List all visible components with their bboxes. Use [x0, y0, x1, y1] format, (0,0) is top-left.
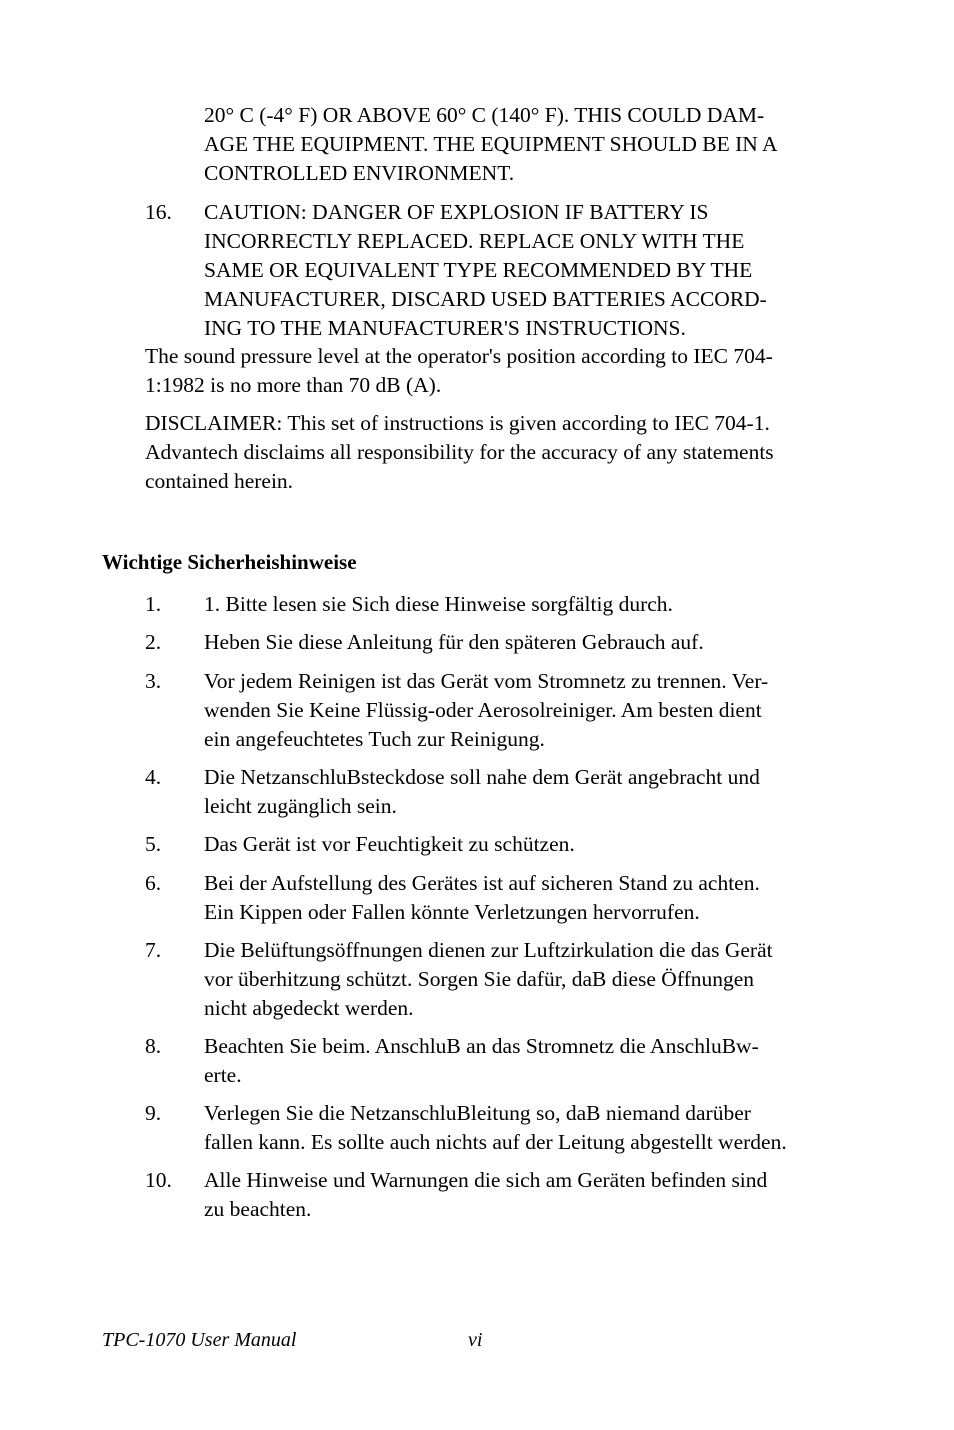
text-line: Bei der Aufstellung des Gerätes ist auf sicheren Stand zu achten.: [204, 871, 760, 895]
list-item-text: [204, 763, 874, 821]
text-line: Das Gerät ist vor Feuchtigkeit zu schützen.: [204, 832, 575, 856]
list-item-text: [204, 936, 874, 1023]
text-line: 20° C (-4° F) OR ABOVE 60° C (140° F). THIS COULD DAM-: [204, 103, 765, 127]
text-line: CONTROLLED ENVIRONMENT.: [204, 161, 515, 185]
text-line: leicht zugänglich sein.: [204, 794, 397, 818]
text-line: Die Belüftungsöffnungen dienen zur Luftzirkulation die das Gerät: [204, 938, 773, 962]
text-line: ein angefeuchtetes Tuch zur Reinigung.: [204, 727, 545, 751]
list-number: 7.: [145, 938, 162, 962]
text-line: Heben Sie diese Anleitung für den späteren Gebrauch auf.: [204, 630, 704, 654]
text-line: 1. Bitte lesen sie Sich diese Hinweise sorgfältig durch.: [204, 592, 673, 616]
text-line: Vor jedem Reinigen ist das Gerät vom Stromnetz zu trennen. Ver-: [204, 669, 769, 693]
text-line: Verlegen Sie die NetzanschluBleitung so, daB niemand darüber: [204, 1101, 751, 1125]
text-line: vor überhitzung schützt. Sorgen Sie dafür, daB diese Öffnungen: [204, 967, 755, 991]
list-item-text: [204, 1166, 874, 1224]
text-line: wenden Sie Keine Flüssig-oder Aerosolreiniger. Am besten dient: [204, 698, 762, 722]
footer-manual-title: TPC-1070 User Manual: [102, 1329, 297, 1351]
list-item-text: [204, 198, 874, 343]
list-item-text: [204, 667, 874, 754]
list-item-text: [204, 628, 874, 657]
text-line: Die NetzanschluBsteckdose soll nahe dem Gerät angebracht und: [204, 765, 760, 789]
sound-pressure-paragraph: [145, 342, 865, 400]
list-number: 10.: [145, 1168, 172, 1192]
text-line: MANUFACTURER, DISCARD USED BATTERIES ACCORD-: [204, 287, 767, 311]
text-line: DISCLAIMER: This set of instructions is given according to IEC 704-1.: [145, 411, 770, 435]
footer-page-number: vi: [468, 1329, 483, 1351]
list-item-text: [204, 1032, 874, 1090]
continued-list-item-text: [204, 101, 864, 188]
text-line: Beachten Sie beim. AnschluB an das Stromnetz die AnschluBw-: [204, 1034, 759, 1058]
list-number: 16.: [145, 200, 172, 224]
list-item-text: [204, 869, 874, 927]
text-line: fallen kann. Es sollte auch nichts auf der Leitung abgestellt werden.: [204, 1130, 787, 1154]
list-number: 1.: [145, 592, 162, 616]
list-number: 5.: [145, 832, 162, 856]
text-line: SAME OR EQUIVALENT TYPE RECOMMENDED BY THE: [204, 258, 753, 282]
list-item-text: [204, 830, 874, 859]
disclaimer-paragraph: [145, 409, 865, 496]
text-line: zu beachten.: [204, 1197, 312, 1221]
section-heading: Wichtige Sicherheishinweise: [102, 550, 357, 574]
text-line: AGE THE EQUIPMENT. THE EQUIPMENT SHOULD BE IN A: [204, 132, 778, 156]
text-line: The sound pressure level at the operator's position according to IEC 704-: [145, 344, 773, 368]
list-number: 6.: [145, 871, 162, 895]
text-line: 1:1982 is no more than 70 dB (A).: [145, 373, 442, 397]
list-item-text: [204, 1099, 874, 1157]
list-item-text: [204, 590, 874, 619]
list-number: 2.: [145, 630, 162, 654]
text-line: Advantech disclaims all responsibility for the accuracy of any statements: [145, 440, 774, 464]
list-number: 4.: [145, 765, 162, 789]
text-line: contained herein.: [145, 469, 294, 493]
list-number: 9.: [145, 1101, 162, 1125]
text-line: Alle Hinweise und Warnungen die sich am Geräten befinden sind: [204, 1168, 768, 1192]
text-line: CAUTION: DANGER OF EXPLOSION IF BATTERY IS: [204, 200, 709, 224]
list-number: 3.: [145, 669, 162, 693]
text-line: nicht abgedeckt werden.: [204, 996, 414, 1020]
text-line: INCORRECTLY REPLACED. REPLACE ONLY WITH THE: [204, 229, 745, 253]
text-line: Ein Kippen oder Fallen könnte Verletzungen hervorrufen.: [204, 900, 700, 924]
list-number: 8.: [145, 1034, 162, 1058]
text-line: ING TO THE MANUFACTURER'S INSTRUCTIONS.: [204, 316, 686, 340]
text-line: erte.: [204, 1063, 242, 1087]
